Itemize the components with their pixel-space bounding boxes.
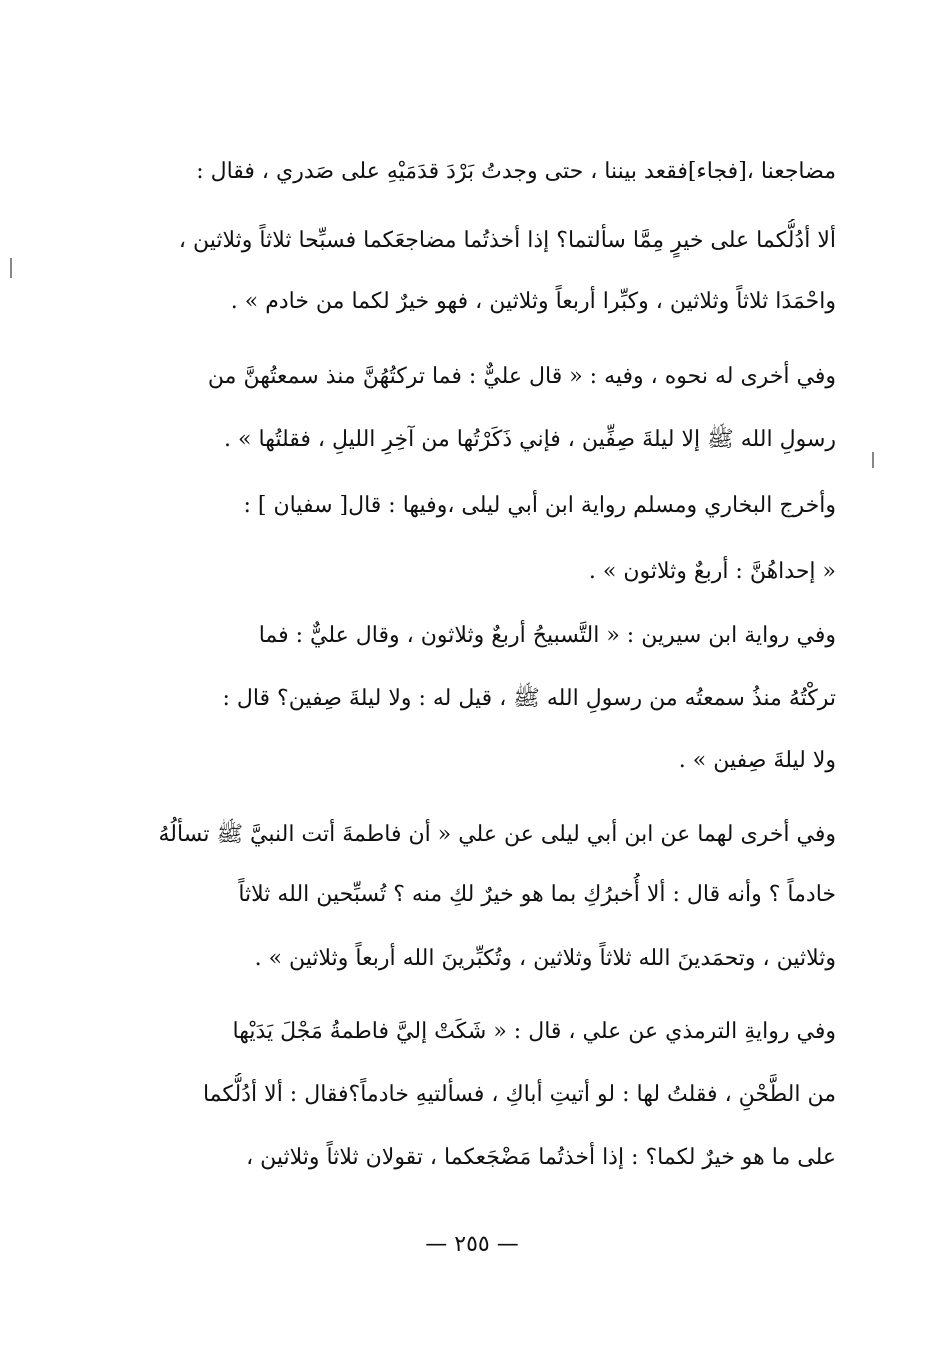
text-line: « إحداهُنَّ : أربعٌ وثلاثون » . [588, 559, 836, 584]
text-line: وفي رواية ابن سيرين : « التَّسبيحُ أربعٌ وثلاثون ، وقال عليٌّ : فما [258, 623, 836, 648]
text-line: واحْمَدَا ثلاثاً وثلاثين ، وكبِّرا أربعاً وثلاثين ، فهو خيرٌ لكما من خادم » . [230, 289, 836, 314]
text-line: وفي أخرى له نحوه ، وفيه : « قال عليٌّ : فما تركتُهُنَّ منذ سمعتُهنَّ من [207, 364, 836, 389]
margin-mark [872, 452, 874, 468]
text-line: على ما هو خيرٌ لكما؟ : إذا أخذتُما مَضْجَعكما ، تقولان ثلاثاً وثلاثين ، [246, 1145, 836, 1170]
text-line: خادماً ؟ وأنه قال : ألا أُخبرُكِ بما هو خيرٌ لكِ منه ؟ تُسبِّحين الله ثلاثاً [238, 882, 836, 907]
page-number: — ٢٥٥ — [425, 1232, 519, 1257]
text-line: من الطَّحْنِ ، فقلتُ لها : لو أتيتِ أباكِ ، فسألتيهِ خادماً؟فقال : ألا أدُلُّكما [202, 1082, 836, 1107]
text-line: وأخرج البخاري ومسلم رواية ابن أبي ليلى ،وفيها : قال[ سفيان ] : [243, 493, 836, 518]
text-line: رسولِ الله ﷺ إلا ليلةَ صِفِّين ، فإني ذَكَرْتُها من آخِرِ الليلِ ، فقلتُها » . [224, 427, 836, 452]
text-line: وفي روايةِ الترمذي عن علي ، قال : « شَكَتْ إليَّ فاطمةُ مَجْلَ يَدَيْها [232, 1019, 836, 1044]
text-line: ولا ليلةَ صِفين » . [678, 748, 836, 773]
text-line: ألا أدُلُّكما على خيرٍ مِمَّا سألتما؟ إذا أخذتُما مضاجعَكما فسبِّحا ثلاثاً وثلاثين ، [178, 228, 836, 253]
text-line: وثلاثين ، وتحمَدينَ الله ثلاثاً وثلاثين ، وتُكبِّرينَ الله أربعاً وثلاثين » . [254, 946, 836, 971]
text-line: تركْتُهُ منذُ سمعتُه من رسولِ الله ﷺ ، قيل له : ولا ليلةَ صِفين؟ قال : [222, 686, 836, 711]
margin-mark [10, 258, 12, 278]
text-line: مضاجعنا ،[فجاء]فقعد بيننا ، حتى وجدتُ بَرْدَ قدَمَيْهِ على صَدري ، فقال : [196, 159, 836, 184]
text-line: وفي أخرى لهما عن ابن أبي ليلى عن علي « أن فاطمةَ أتت النبيَّ ﷺ تسألُهُ [158, 822, 836, 847]
